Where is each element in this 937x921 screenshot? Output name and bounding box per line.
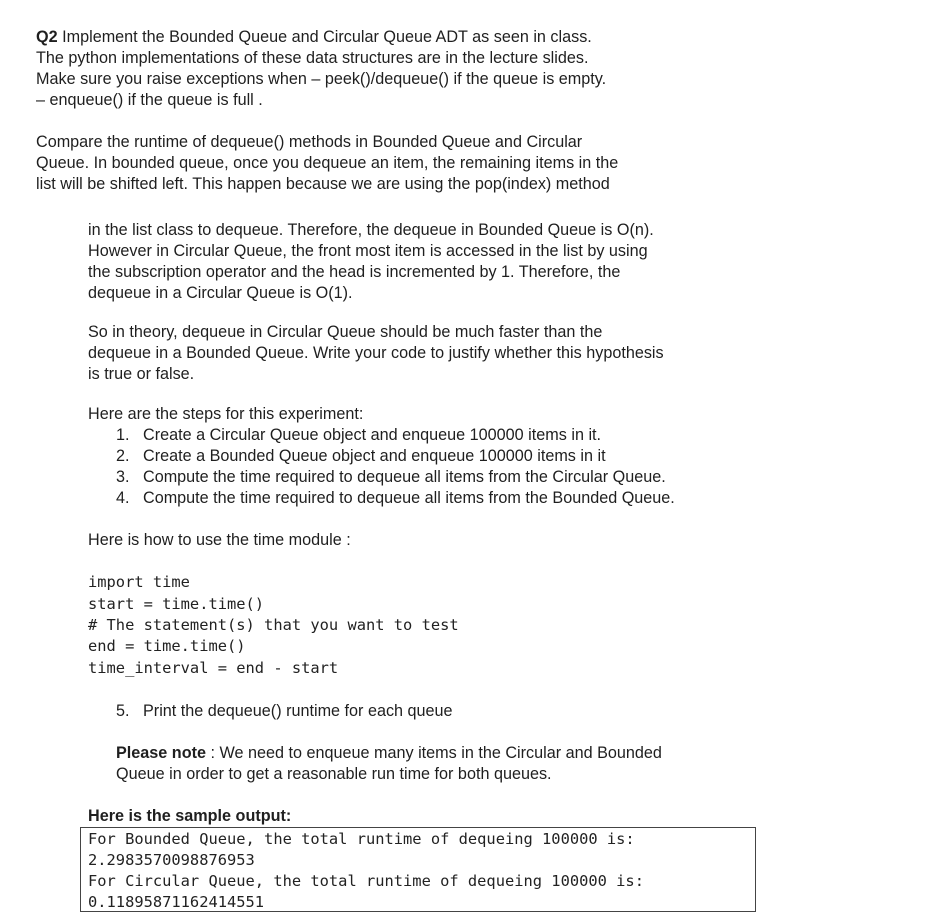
para2-line-3: the subscription operator and the head is incremented by 1. Therefore, the [88,263,621,281]
code-line-2: start = time.time() [88,595,265,613]
output-line-2: 2.2983570098876953 [88,851,255,869]
code-line-3: # The statement(s) that you want to test [88,616,459,634]
question-line-2: The python implementations of these data structures are in the lecture slides. [36,49,589,67]
code-line-5: time_interval = end - start [88,659,339,677]
output-line-3: For Circular Queue, the total runtime of dequeing 100000 is: [88,872,644,890]
step-item-1 [116,425,601,446]
sample-output-heading: Here is the sample output: [88,807,292,825]
note-line-2: Queue in order to get a reasonable run time for both queues. [116,765,552,783]
note-line-1 [116,743,662,764]
question-line-4: – enqueue() if the queue is full . [36,91,263,109]
question-line-3: Make sure you raise exceptions when – peek()/dequeue() if the queue is empty. [36,70,607,88]
code-line-1: import time [88,573,190,591]
code-line-4: end = time.time() [88,637,246,655]
compare-line-2: Queue. In bounded queue, once you dequeue an item, the remaining items in the [36,154,619,172]
para3-line-1: So in theory, dequeue in Circular Queue should be much faster than the [88,323,603,341]
para3-line-2: dequeue in a Bounded Queue. Write your code to justify whether this hypothesis [88,344,664,362]
step-text: Create a Circular Queue object and enqueue 100000 items in it. [143,426,602,444]
para2-line-1: in the list class to dequeue. Therefore, the dequeue in Bounded Queue is O(n). [88,221,654,239]
para2-line-2: However in Circular Queue, the front most item is accessed in the list by using [88,242,648,260]
step-text: Print the dequeue() runtime for each queue [143,702,453,720]
step-item-4 [116,488,675,509]
compare-line-1: Compare the runtime of dequeue() methods in Bounded Queue and Circular [36,133,583,151]
step-number: 4. [116,489,130,507]
step-text: Create a Bounded Queue object and enqueue 100000 items in it [143,447,606,465]
steps-intro: Here are the steps for this experiment: [88,405,364,423]
para2-line-4: dequeue in a Circular Queue is O(1). [88,284,353,302]
step-item-3 [116,467,666,488]
note-label: Please note [116,744,206,762]
note-text: : We need to enqueue many items in the Circular and Bounded [205,744,662,762]
step-number: 5. [116,702,130,720]
time-module-intro: Here is how to use the time module : [88,531,351,549]
question-line-1-text: Implement the Bounded Queue and Circular Queue ADT as seen in class. [57,28,592,46]
step-number: 2. [116,447,130,465]
output-line-1: For Bounded Queue, the total runtime of dequeing 100000 is: [88,830,635,848]
question-line-1 [36,27,592,48]
step-item-2 [116,446,606,467]
step-number: 1. [116,426,130,444]
question-number: Q2 [36,28,58,46]
compare-line-3: list will be shifted left. This happen because we are using the pop(index) method [36,175,610,193]
step-text: Compute the time required to dequeue all items from the Bounded Queue. [143,489,675,507]
output-line-4: 0.11895871162414551 [88,893,265,911]
step-item-5 [116,701,453,722]
step-number: 3. [116,468,130,486]
step-text: Compute the time required to dequeue all items from the Circular Queue. [143,468,666,486]
para3-line-3: is true or false. [88,365,195,383]
